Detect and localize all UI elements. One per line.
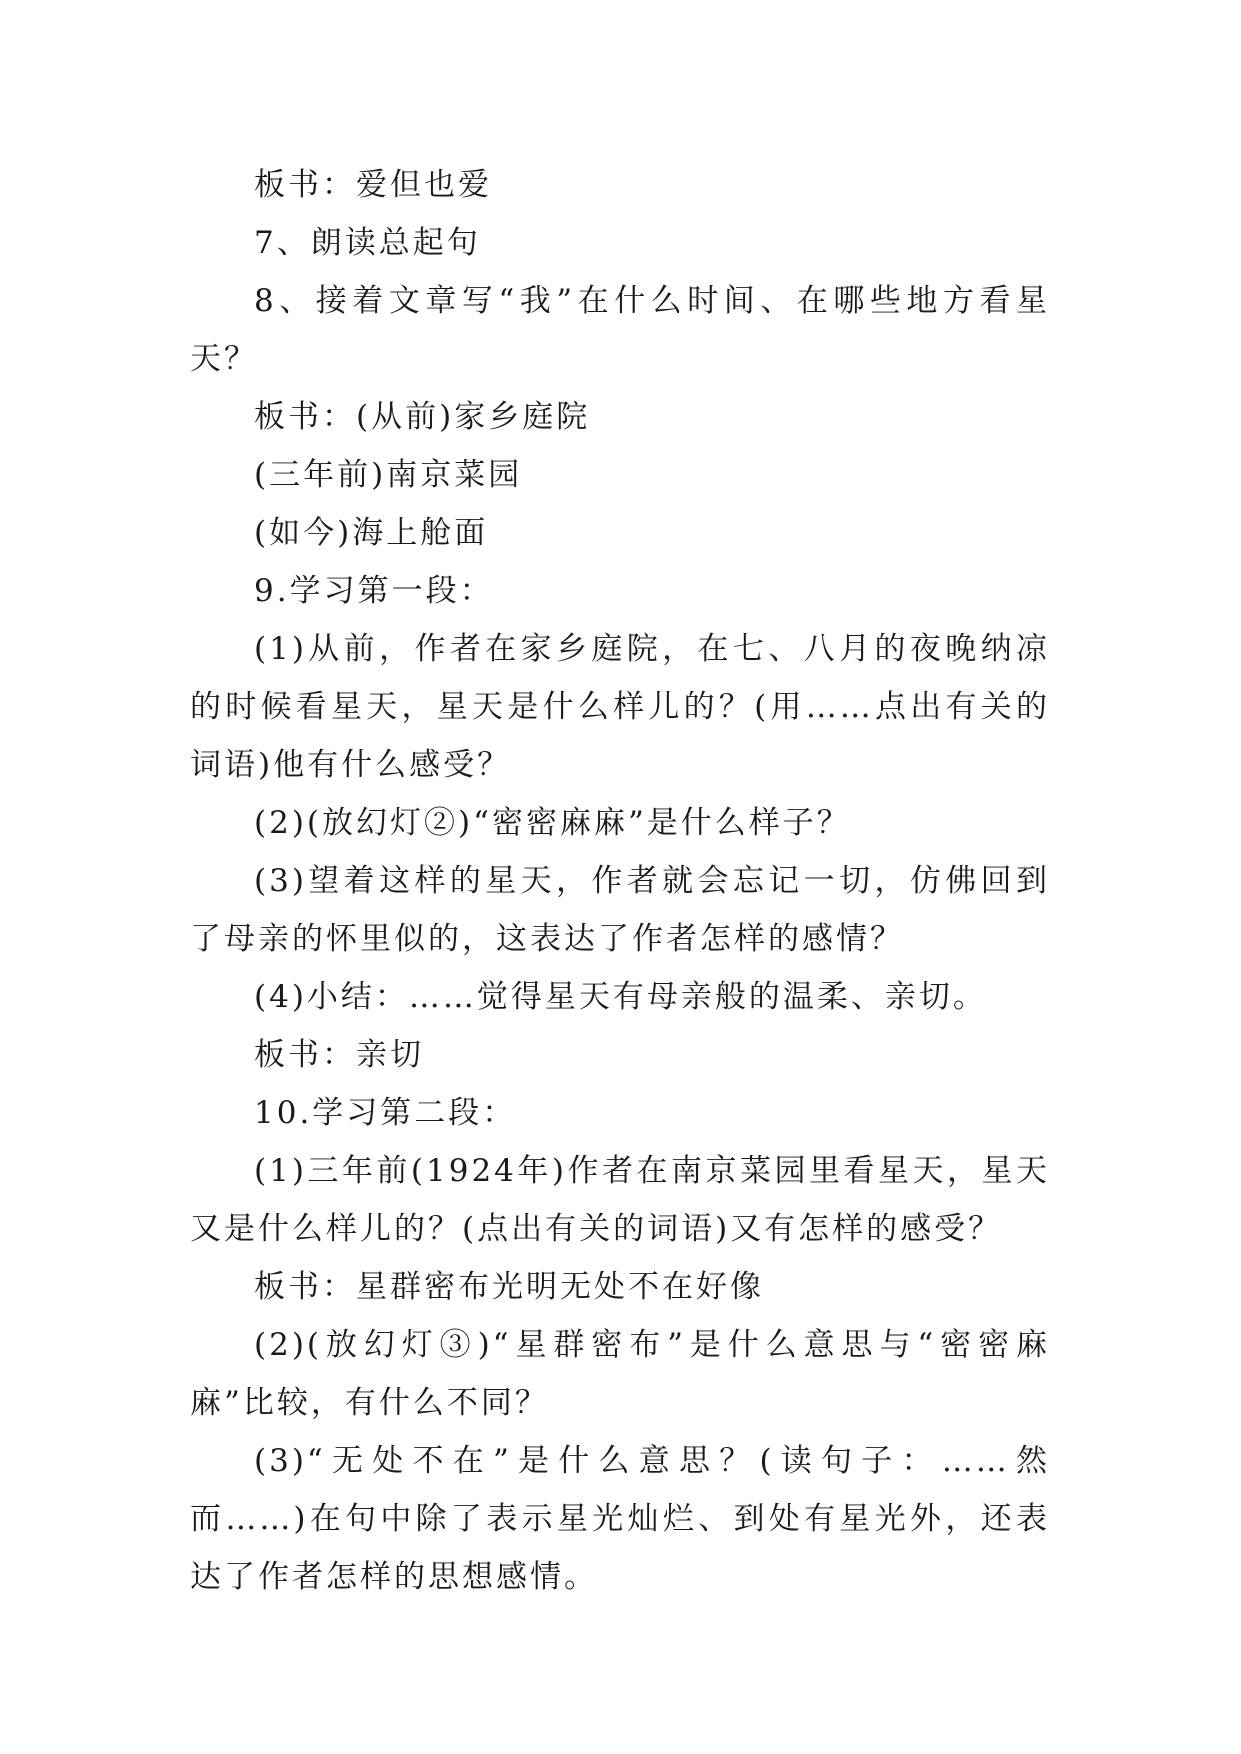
paragraph-step-10-q3: (3)“无处不在”是什么意思？(读句子：……然而……)在句中除了表示星光灿烂、到处有星光外，还表达了作者怎样的思想感情。 <box>190 1443 1050 1595</box>
paragraph-board-places: 板书：(从前)家乡庭院 <box>254 399 591 435</box>
paragraph-step-10-q2: (2)(放幻灯③)“星群密布”是什么意思与“密密麻麻”比较，有什么不同？ <box>190 1327 1050 1421</box>
paragraph-step-9-heading: 9.学习第一段： <box>254 573 494 609</box>
paragraph-place-nanjing: (三年前)南京菜园 <box>254 457 523 493</box>
paragraph-step-10-q1: (1)三年前(1924年)作者在南京菜园里看星天，星天又是什么样儿的？(点出有关的词语)又有怎样的感受？ <box>190 1153 1050 1247</box>
paragraph-step-9-q3: (3)望着这样的星天，作者就会忘记一切，仿佛回到了母亲的怀里似的，这表达了作者怎样的感情？ <box>190 863 1050 957</box>
paragraph-step-9-summary: (4)小结：……觉得星天有母亲般的温柔、亲切。 <box>254 979 987 1015</box>
paragraph-step-9-q1: (1)从前，作者在家乡庭院，在七、八月的夜晚纳凉的时候看星天，星天是什么样儿的？(用……点出有关的词语)他有什么感受？ <box>190 631 1050 783</box>
paragraph-step-7: 7、朗读总起句 <box>254 225 481 261</box>
paragraph-place-sea: (如今)海上舱面 <box>254 515 489 551</box>
paragraph-board-intimate: 板书：亲切 <box>254 1037 424 1073</box>
document-body <box>190 156 1050 1606</box>
paragraph-step-10-heading: 10.学习第二段： <box>254 1095 517 1131</box>
paragraph-board-love: 板书：爱但也爱 <box>254 167 492 203</box>
paragraph-step-9-q2: (2)(放幻灯②)“密密麻麻”是什么样子？ <box>254 805 851 841</box>
paragraph-step-8: 8、接着文章写“我”在什么时间、在哪些地方看星天？ <box>190 283 1050 377</box>
paragraph-board-stars: 板书：星群密布光明无处不在好像 <box>254 1269 764 1305</box>
